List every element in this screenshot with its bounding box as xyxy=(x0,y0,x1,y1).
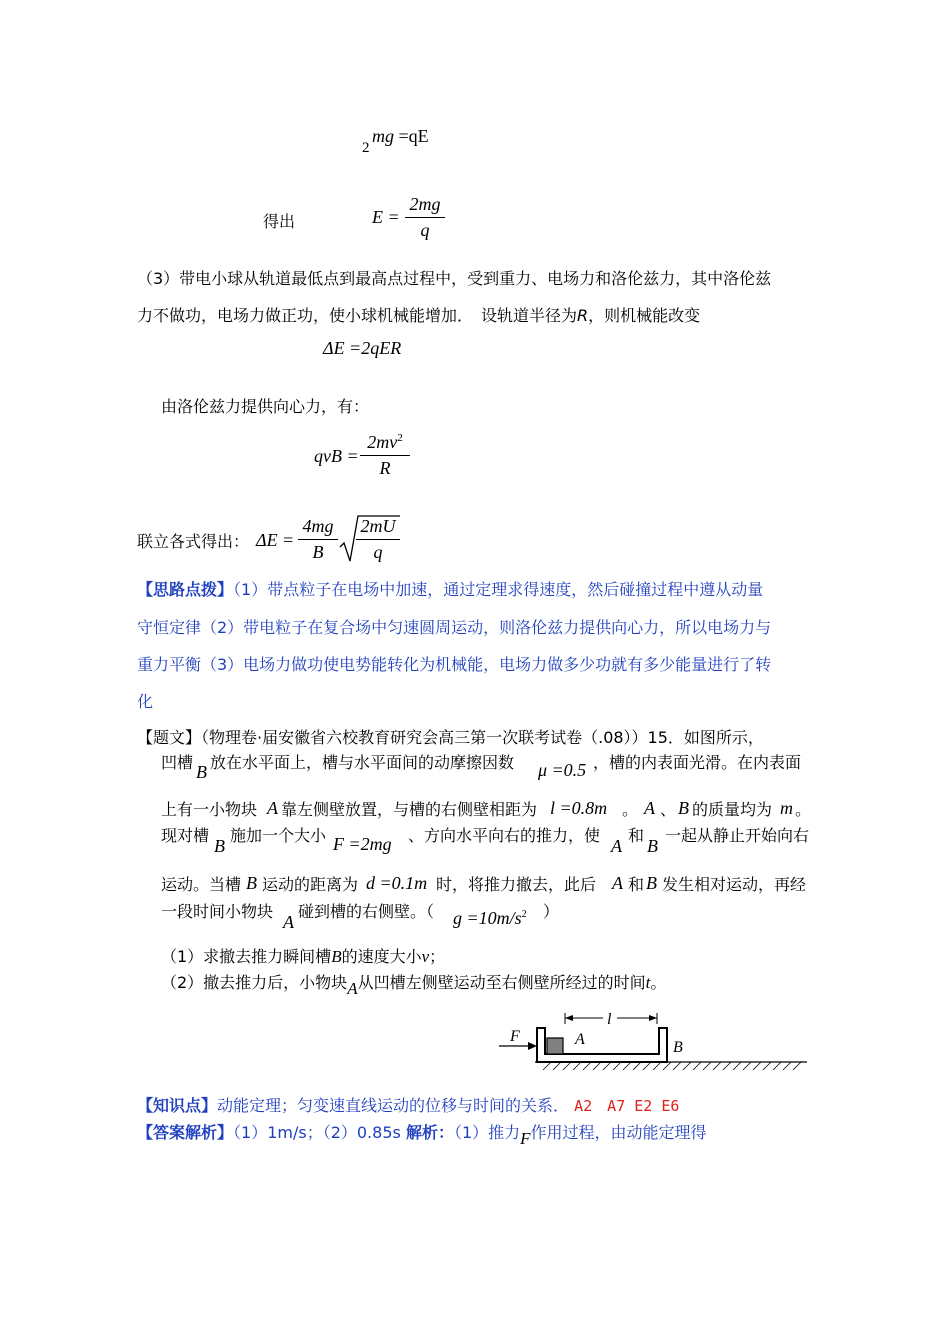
combine-fraction: 4mg B xyxy=(298,516,338,563)
problem-text: 施加一个大小 xyxy=(230,826,327,845)
equation-delta-E: ΔE =2qER xyxy=(323,338,402,358)
problem-text: ） xyxy=(543,902,560,921)
para3-line2: 力不做功，电场力做正功，使小球机械能增加． 设轨道半径为R，则机械能改变 xyxy=(137,306,701,325)
knowledge-points: 【知识点】动能定理；匀变速直线运动的位移与时间的关系． A2 A7 E2 E6 xyxy=(137,1096,680,1115)
question-2: （2）撤去推力后，小物块A从凹槽左侧壁运动至右侧壁所经过的时间t。 xyxy=(161,973,667,998)
combine-label: 联立各式得出： xyxy=(137,532,250,551)
equation-E-lhs: E = xyxy=(372,207,400,227)
problem-text: 、 xyxy=(660,800,677,819)
hint-line2: 守恒定律（2）带电粒子在复合场中匀速圆周运动，则洛伦兹力提供向心力，所以电场力与 xyxy=(137,618,772,637)
problem-text: 发生相对运动，再经 xyxy=(662,875,807,894)
hint-line4: 化 xyxy=(137,692,154,711)
groove-figure xyxy=(495,1010,810,1078)
problem-text: 放在水平面上，槽与水平面间的动摩擦因数 xyxy=(210,753,515,772)
symbol-B: B xyxy=(678,798,689,818)
figure-label-A: A xyxy=(575,1031,585,1048)
equation-force-balance: mg =qE xyxy=(372,126,429,146)
symbol-B: B xyxy=(647,836,658,856)
symbol-A: A xyxy=(611,836,622,856)
para3-line1: （3）带电小球从轨道最低点到最高点过程中，受到重力、电场力和洛伦兹力，其中洛伦兹 xyxy=(137,269,772,288)
problem-text: 。 xyxy=(622,800,639,819)
figure-label-B: B xyxy=(673,1039,683,1056)
problem-text: 、方向水平向右的推力，使 xyxy=(408,826,601,845)
problem-text: 运动的距离为 xyxy=(262,875,359,894)
figure-label-F: F xyxy=(510,1028,520,1045)
problem-text: 运动。当槽 xyxy=(161,875,242,894)
problem-text: 一段时间小物块 xyxy=(161,902,274,921)
symbol-F: F =2mg xyxy=(333,834,392,854)
equation-E-fraction: 2mg q xyxy=(405,194,445,241)
symbol-B: B xyxy=(214,836,225,856)
problem-text: 一起从静止开始向右 xyxy=(665,826,810,845)
equation-lorentz-lhs: qvB = xyxy=(314,446,359,466)
problem-source: 【题文】（物理卷·届安徽省六校教育研究会高三第一次联考试卷（.08））15．如图所示， xyxy=(137,728,764,747)
symbol-B: B xyxy=(246,873,257,893)
combine-root-fraction: 2mU q xyxy=(356,516,400,563)
symbol-B: B xyxy=(646,873,657,893)
problem-text: 碰到槽的右侧壁。（ xyxy=(298,902,435,921)
symbol-mu: μ =0.5 xyxy=(538,760,587,780)
hint-line3: 重力平衡（3）电场力做功使电势能转化为机械能，电场力做多少功就有多少能量进行了转 xyxy=(137,655,772,674)
lorentz-intro: 由洛伦兹力提供向心力，有： xyxy=(161,397,370,416)
hint-line1: 【思路点拨】（1）带点粒子在电场中加速，通过定理求得速度，然后碰撞过程中遵从动量 xyxy=(137,580,764,599)
problem-text: 上有一小物块 xyxy=(161,800,258,819)
symbol-A: A xyxy=(283,912,294,932)
symbol-l: l =0.8m xyxy=(550,798,608,818)
combine-lhs: ΔE = xyxy=(256,530,295,550)
problem-text: 现对槽 xyxy=(161,826,210,845)
result-label: 得出 xyxy=(263,212,296,231)
problem-text: 凹槽 xyxy=(161,753,194,772)
problem-text: 。 xyxy=(795,800,812,819)
symbol-g: $g =10m/s^2$ xyxy=(453,908,527,928)
problem-text: 和 xyxy=(628,875,645,894)
problem-text: ，槽的内表面光滑。在内表面 xyxy=(593,753,802,772)
problem-text: 时，将推力撤去，此后 xyxy=(436,875,597,894)
problem-text: 的质量均为 xyxy=(692,800,773,819)
figure-label-l: l xyxy=(607,1011,612,1028)
symbol-A: A xyxy=(612,873,623,893)
question-1: （1）求撤去推力瞬间槽B的速度大小v； xyxy=(161,947,446,966)
symbol-A: A xyxy=(644,798,655,818)
problem-text: 和 xyxy=(628,826,645,845)
symbol-m: m xyxy=(780,798,793,818)
symbol-d: d =0.1m xyxy=(366,873,428,893)
problem-text: 靠左侧壁放置，与槽的右侧壁相距为 xyxy=(281,800,538,819)
symbol-A: A xyxy=(267,798,278,818)
subscript-2: 2 xyxy=(362,140,370,156)
answer-line: 【答案解析】（1）1m/s；（2）0.85s 解析：（1）推力F作用过程，由动能定理得 xyxy=(137,1123,707,1148)
equation-lorentz-fraction: $2mv^2$ R xyxy=(360,432,410,479)
symbol-B: B xyxy=(196,762,207,782)
